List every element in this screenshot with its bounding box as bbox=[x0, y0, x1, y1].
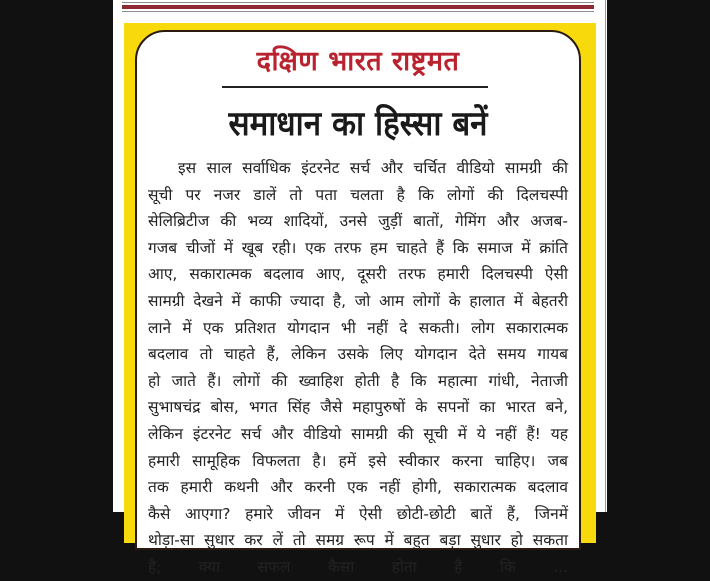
body-line: सुभाषचंद्र बोस, भगत सिंह जैसे महापुरुषों के सपनों का भारत बने, bbox=[148, 398, 568, 417]
article-yellow-frame bbox=[124, 23, 596, 576]
masthead-title: दक्षिण भारत राष्ट्रमत bbox=[256, 46, 460, 77]
top-thin-rule bbox=[122, 2, 594, 3]
article-headline: समाधान का हिस्सा बनें bbox=[228, 104, 488, 144]
body-line: आए, सकारात्मक बदलाव आए, दूसरी तरफ हमारी दिलचस्पी ऐसी bbox=[148, 265, 568, 284]
body-line: सूची पर नजर डालें तो पता चलता है कि लोगों की दिलचस्पी bbox=[148, 185, 568, 204]
body-line: लाने में एक प्रतिशत योगदान भी नहीं दे सकती। लोग सकारात्मक bbox=[148, 318, 568, 337]
body-line: गजब चीजों में खूब रही। एक तरफ हम चाहते हैं कि समाज में क्रांति bbox=[148, 238, 568, 257]
newspaper-page bbox=[113, 0, 607, 576]
body-line: हमारी सामूहिक विफलता है। हमें इसे स्वीकार करना चाहिए। जब bbox=[148, 451, 568, 470]
masthead-divider bbox=[222, 86, 488, 88]
body-line: हो जाते हैं। लोगों की ख्वाहिश होती है कि महात्मा गांधी, नेताजी bbox=[148, 371, 568, 390]
body-line: इस साल सर्वाधिक इंटरनेट सर्च और चर्चित वीडियो सामग्री की bbox=[178, 159, 568, 177]
body-line: सामग्री देखने में काफी ज्यादा है, जो आम लोगों के हालात में बेहतरी bbox=[148, 291, 568, 310]
page-edge-rule bbox=[605, 0, 606, 512]
top-thin-rule-lower bbox=[122, 11, 594, 12]
body-line: लेकिन इंटरनेट सर्च और वीडियो सामग्री की सूची में ये नहीं हैं! यह bbox=[148, 424, 568, 443]
top-maroon-bar bbox=[122, 5, 594, 9]
body-line: कैसे आएगा? हमारे जीवन में ऐसी छोटी-छोटी बातें हैं, जिनमें bbox=[148, 504, 568, 523]
body-line: तक हमारी कथनी और करनी एक नहीं होगी, सकारात्मक बदलाव bbox=[148, 478, 568, 497]
article-box bbox=[135, 30, 581, 576]
body-line: सेलिब्रिटीज की भव्य शादियों, उनसे जुड़ीं बातों, गेमिंग और अजब- bbox=[148, 212, 568, 231]
article-body bbox=[148, 155, 568, 581]
body-line: है; क्या सफल कैसा होता है कि ... bbox=[148, 557, 568, 576]
body-line: थोड़ा-सा सुधार कर लें तो समग्र रूप में बहुत बड़ा सुधार हो सकता bbox=[148, 531, 568, 550]
body-line: बदलाव तो चाहते हैं, लेकिन उसके लिए योगदान देते समय गायब bbox=[148, 345, 568, 364]
